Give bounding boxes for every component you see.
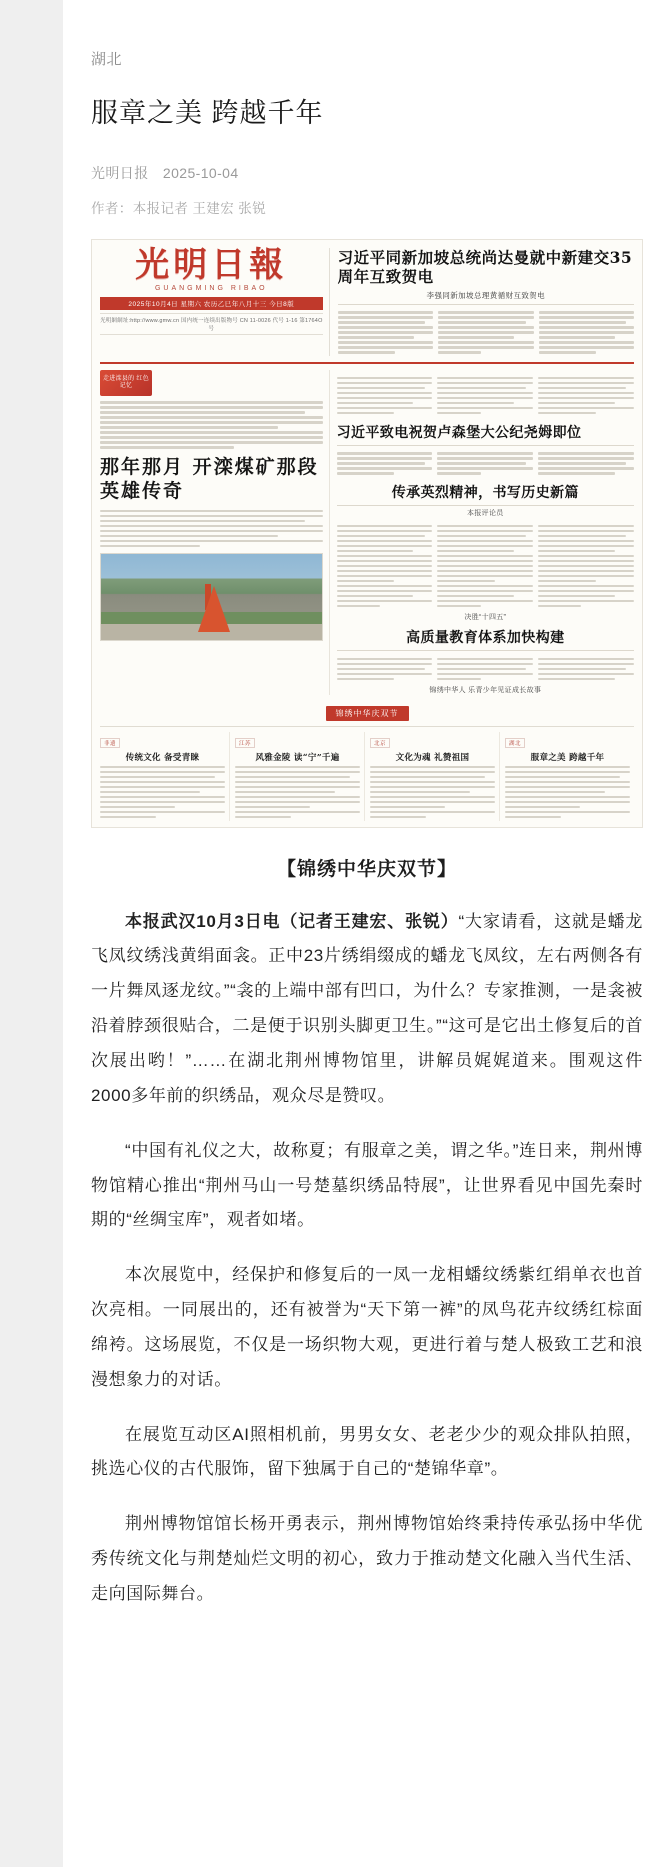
newspaper-logo: 光明日報 [135, 244, 288, 285]
byline: 作者：本报记者 王建宏 张锐 [91, 200, 267, 216]
column-title: 风雅金陵 读“宁”千遍 [255, 752, 340, 763]
newspaper-masthead [100, 244, 634, 364]
section-title: 【锦绣中华庆双节】 [276, 858, 457, 880]
paragraph-1-rest: “大家请看，这就是蟠龙飞凤纹绣浅黄绢面衾。正中23片绣绢缀成的蟠龙飞凤纹，左右两侧各有一片舞凤逐龙纹。”“衾的上端中部有凹口，为什么？专家推测，一是衾被沿着脖颈很贴合，二是便于识别头脚更卫生。”“这可是它出土修复后的首次展出哟！”……在湖北荆州博物馆里，讲解员娓娓道来。围观这件2000多年前的织绣品，观众尽是赞叹。 [91, 911, 643, 1105]
text-column [437, 655, 533, 683]
column-title: 文化为魂 礼赞祖国 [395, 752, 470, 763]
fourth-headline: 高质量教育体系加快构建 [337, 629, 634, 651]
lead-article-columns [338, 309, 634, 357]
column-tag: 北京 [370, 738, 390, 748]
text-column [337, 522, 433, 610]
coal-mine-photo [100, 553, 323, 641]
region-kicker: 湖北 [91, 51, 123, 68]
article-meta [91, 163, 643, 183]
text-column [539, 309, 634, 357]
newspaper-body [100, 370, 634, 695]
fourth-subhead: 决胜“十四五” [464, 613, 507, 621]
newspaper-front-page-image [91, 239, 643, 828]
text-column [337, 450, 433, 478]
second-headline: 习近平致电祝贺卢森堡大公纪尧姆即位 [337, 424, 634, 446]
column-title: 服章之美 跨越千年 [530, 752, 605, 763]
lead-subhead: 李强同新加坡总理黄循财互致贺电 [338, 290, 634, 305]
text-column [337, 374, 433, 417]
article-paragraph-4: 在展览互动区AI照相机前，男男女女、老老少少的观众排队拍照，挑选心仪的古代服饰，留下独属于自己的“楚锦华章”。 [91, 1424, 643, 1479]
text-column [538, 374, 634, 417]
column-tag: 湖北 [505, 738, 525, 748]
third-subhead: 本报评论员 [467, 510, 504, 518]
text-column [100, 401, 323, 449]
text-column [438, 309, 533, 357]
publish-date: 2025-10-04 [162, 164, 239, 181]
bottom-column [370, 732, 500, 821]
third-article-columns [337, 522, 634, 610]
lead-headline: 习近平同新加坡总统尚达曼就中新建交35周年互致贺电 [337, 247, 633, 287]
newspaper-logo-pinyin: GUANGMING RIBAO [154, 284, 268, 292]
text-column [100, 510, 323, 548]
second-article-columns [337, 450, 634, 478]
text-column [437, 374, 533, 417]
source-label: 光明日报 [91, 164, 149, 181]
red-banner [100, 703, 634, 721]
masthead-right [338, 248, 634, 356]
newspaper-date-bar: 2025年10月4日 星期六 农历乙巳年八月十三 今日8版 [100, 297, 323, 310]
newspaper-url-bar: 光明網網址:http://www.gmw.cn 国内统一连续出版物号 CN 11-0026 代号 1-16 第1764O号 [100, 313, 323, 335]
article-paragraph-1 [91, 905, 643, 1114]
text-column [337, 655, 433, 683]
bottom-column [100, 732, 230, 821]
column-title: 传统文化 备受青睐 [125, 752, 200, 763]
article-paragraph-5: 荆州博物馆馆长杨开勇表示，荆州博物馆始终秉持传承弘扬中华优秀传统文化与荆楚灿烂文明的初心，致力于推动楚文化融入当代生活、走向国际舞台。 [91, 1514, 643, 1603]
text-column [437, 522, 533, 610]
red-banner-label: 锦绣中华庆双节 [326, 706, 409, 721]
fourth-article-columns [337, 655, 634, 683]
lead-article-columns-2 [337, 374, 634, 417]
column-tag: 江苏 [235, 738, 255, 748]
text-column [538, 655, 634, 683]
article-paragraph-2: “中国有礼仪之大，故称夏；有服章之美，谓之华。”连日来，荆州博物馆精心推出“荆州马山一号楚墓织绣品特展”，让世界看见中国先秦时期的“丝绸宝库”，观者如堵。 [91, 1140, 643, 1230]
newspaper-right-column [337, 370, 634, 695]
vertical-headline: 那年那月 开滦煤矿那段英雄传奇 [100, 455, 319, 503]
dateline-bold: 本报武汉10月3日电（记者王建宏、张锐） [125, 911, 459, 931]
fifth-headline: 锦绣中华人 乐青少年见证成长故事 [429, 686, 542, 694]
newspaper-left-column [100, 370, 330, 695]
page-title: 服章之美 跨越千年 [91, 98, 324, 128]
third-headline: 传承英烈精神，书写历史新篇 [337, 484, 634, 506]
bottom-column [235, 732, 365, 821]
column-tag: 非遗 [100, 738, 120, 748]
text-column [437, 450, 533, 478]
text-column [338, 309, 433, 357]
bottom-four-columns [100, 726, 634, 821]
red-memory-badge: 走进滦县的 红色记忆 [100, 370, 152, 396]
article-sheet [63, 0, 671, 1867]
text-column [538, 450, 634, 478]
text-column [538, 522, 634, 610]
bottom-column [505, 732, 634, 821]
article-paragraph-3: 本次展览中，经保护和修复后的一凤一龙相蟠纹绣紫红绢单衣也首次亮相。一同展出的，还有被誉为“天下第一裤”的凤鸟花卉纹绣红棕面绵袴。这场展览，不仅是一场织物大观，更进行着与楚人极致工艺和浪漫想象力的对话。 [91, 1265, 643, 1389]
masthead-left [100, 244, 330, 356]
